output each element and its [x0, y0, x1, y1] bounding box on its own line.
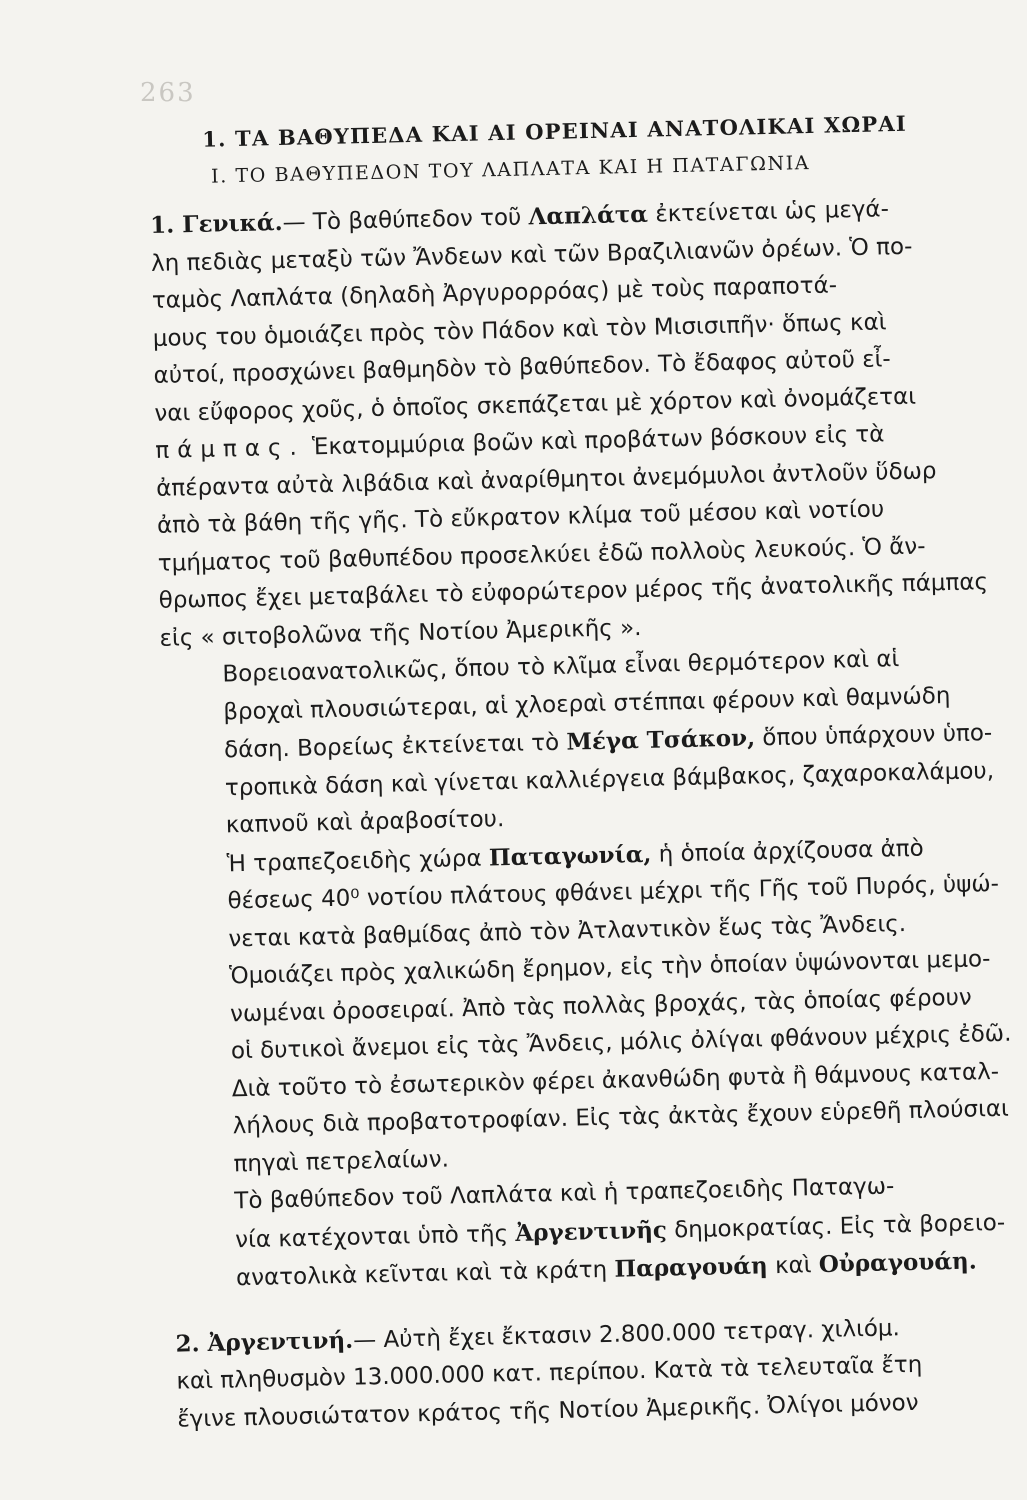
text-run: δημοκρατίας. Εἰς τὰ βορειο- — [666, 1209, 1006, 1244]
text-run: ἐκτείνεται ὡς μεγά- — [647, 196, 890, 228]
text-line: τμήματος τοῦ βαθυπέδου προσελκύει ἐδῶ πολλοὺς λευκούς. Ὁ ἄν- — [157, 532, 926, 577]
section-title-general: Γενικά. — [181, 208, 283, 239]
section-number: 1. — [149, 211, 183, 239]
text-run: ανατολικὰ κεῖνται καὶ τὰ κράτη — [235, 1256, 615, 1292]
text-line: Διὰ τοῦτο τὸ ἐσωτερικὸν φέρει ἀκανθώδη φυτὰ ἢ θάμνους καταλ- — [231, 1058, 1000, 1102]
paragraph-general — [150, 188, 1010, 658]
term-paraguay: Παραγουάη — [614, 1252, 769, 1283]
term-laplata: Λαπλάτα — [528, 200, 649, 231]
text-line: εἰς « σιτοβολῶνα τῆς Νοτίου Ἀμερικῆς ». — [159, 614, 642, 652]
text-line: Βορειοανατολικῶς, ὅπου τὸ κλῖμα εἶναι θερμότερον καὶ αἱ — [222, 646, 900, 688]
text-line: ἀπὸ τὰ βάθη τῆς γῆς. Τὸ εὔκρατον κλίμα τοῦ μέσου καὶ νοτίου — [156, 496, 885, 539]
term-uruguay: Οὐραγουάη. — [818, 1247, 978, 1279]
text-run: Ἑκατομμύρια βοῶν καὶ προβάτων βόσκουν εἰς τὰ — [304, 421, 885, 461]
text-line: αὐτοί, προσχώνει βαθμηδὸν τὸ βαθύπεδον. Τὸ ἔδαφος αὐτοῦ εἶ- — [153, 346, 891, 389]
term-argentina: Ἀργεντινῆς — [515, 1216, 668, 1247]
section-heading: 1. ΤΑ ΒΑΘΥΠΕΔΑ ΚΑΙ ΑΙ ΟΡΕΙΝΑΙ ΑΝΑΤΟΛΙΚΑΙ ΧΩΡΑΙ — [201, 110, 908, 152]
section-number: 2. — [175, 1329, 208, 1358]
paragraph-patagonia — [164, 827, 1021, 1185]
paragraph-states — [172, 1165, 1024, 1299]
text-line: θέσεως 40⁰ νοτίου πλάτους φθάνει μέχρι τῆς Γῆς τοῦ Πυρός, ὑψώ- — [227, 870, 1000, 915]
text-line: θρωπος ἔχει μεταβάλει τὸ εὐφορώτερον μέρος τῆς ἀνατολικῆς πάμπας — [158, 569, 989, 614]
text-line: ἀπέραντα αὐτὰ λιβάδια καὶ ἀναρίθμητοι ἀνεμόμυλοι ἀντλοῦν ὕδωρ — [155, 457, 937, 502]
text-line: ναι εὔφορος χοῦς, ὁ ὁποῖος σκεπάζεται μὲ χόρτον καὶ ὀνομάζεται — [154, 383, 917, 427]
text-line: πηγαὶ πετρελαίων. — [233, 1145, 450, 1177]
paragraph-argentina — [175, 1306, 1027, 1439]
text-line: βροχαὶ πλουσιώτεραι, αἱ χλοεραὶ στέππαι φέρουν καὶ θαμνώδη — [222, 682, 951, 725]
text-line: ταμὸς Λαπλάτα (δηλαδὴ Ἀργυρορρόας) μὲ τοὺς παραποτά- — [151, 272, 838, 314]
text-run: δάση. Βορείως ἐκτείνεται τὸ — [223, 729, 567, 764]
term-pampas: πάμπας. — [155, 434, 306, 464]
text-line: λήλους διὰ προβατοτροφίαν. Εἰς τὰς ἀκτὰς ἔχουν εὑρεθῆ πλούσιαι — [232, 1095, 1010, 1140]
text-line: τροπικὰ δάση καὶ γίνεται καλλιέργεια βάμβακος, ζαχαροκαλάμου, — [224, 757, 995, 801]
text-line: μους του ὁμοιάζει πρὸς τὸν Πάδον καὶ τὸν Μισισιπῆν· ὅπως καὶ — [152, 308, 887, 352]
term-gran-chaco: Μέγα Τσάκον, — [566, 724, 756, 756]
page-content — [148, 109, 1027, 1439]
text-line: οἱ δυτικοὶ ἄνεμοι εἰς τὰς Ἄνδεις, μόλις ὀλίγαι φθάνουν μέχρις ἐδῶ. — [230, 1020, 1012, 1065]
text-run: — Αὐτὴ ἔχει ἔκτασιν 2.800.000 τετραγ. χιλιόμ. — [352, 1314, 901, 1354]
text-run: νία κατέχονται ὑπὸ τῆς — [234, 1220, 516, 1253]
page-number: 263 — [140, 78, 196, 108]
sub-heading: Ι. ΤΟ ΒΑΘΥΠΕΔΟΝ ΤΟΥ ΛΑΠΛΑΤΑ ΚΑΙ Η ΠΑΤΑΓΩΝΙΑ — [210, 151, 811, 188]
paragraph-northeast — [160, 639, 1014, 847]
text-line: καὶ πληθυσμὸν 13.000.000 κατ. περίπου. Κατὰ τὰ τελευταῖα ἔτη — [176, 1351, 923, 1395]
text-line: νεται κατὰ βαθμίδας ἀπὸ τὸν Ἀτλαντικὸν ἕως τὰς Ἄνδεις. — [228, 910, 907, 952]
text-line: νωμέναι ὀροσειραί. Ἀπὸ τὰς πολλὰς βροχάς, τὰς ὁποίας φέρουν — [229, 984, 973, 1027]
text-line: καπνοῦ καὶ ἀραβοσίτου. — [225, 806, 505, 839]
text-line: Ὁμοιάζει πρὸς χαλικώδη ἔρημον, εἰς τὴν ὁποίαν ὑψώνονται μεμο- — [228, 946, 991, 990]
text-run: ὅπου ὑπάρχουν ὑπο- — [754, 720, 993, 752]
text-run: καὶ — [767, 1252, 820, 1280]
term-patagonia: Παταγωνία, — [488, 840, 652, 871]
section-title-argentina: Ἀργεντινή. — [207, 1326, 354, 1357]
text-line: ἔγινε πλουσιώτατον κράτος τῆς Νοτίου Ἀμερικῆς. Ὀλίγοι μόνον — [177, 1389, 919, 1433]
text-line: Τὸ βαθύπεδον τοῦ Λαπλάτα καὶ ἡ τραπεζοειδὴς Παταγω- — [234, 1173, 895, 1215]
text-run: — Τὸ βαθύπεδον τοῦ — [282, 204, 529, 236]
text-line: λη πεδιὰς μεταξὺ τῶν Ἄνδεων καὶ τῶν Βραζιλιανῶν ὀρέων. Ὁ πο- — [150, 233, 913, 277]
text-run: Ἡ τραπεζοειδὴς χώρα — [226, 844, 490, 877]
text-run: ἡ ὁποία ἀρχίζουσα ἀπὸ — [651, 835, 924, 868]
